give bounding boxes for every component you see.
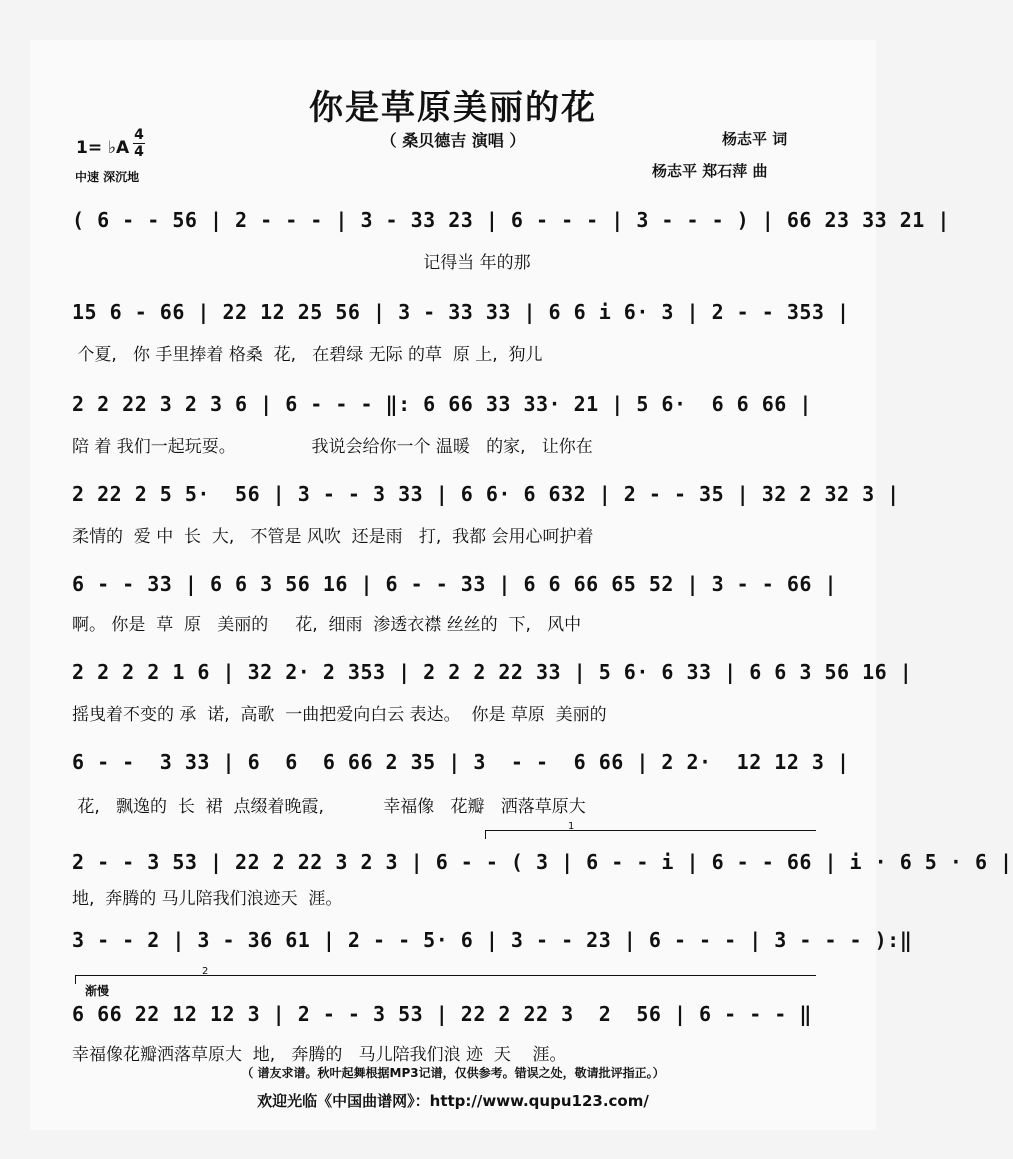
second-ending-bracket — [75, 966, 816, 984]
time-bottom: 4 — [134, 144, 144, 160]
key-signature: 1= ♭A — [76, 138, 130, 158]
transcriber-note: （ 谱友求谱。秋叶起舞根据MP3记谱，仅供参考。错误之处，敬请批评指正。） — [241, 1066, 665, 1080]
song-title: 你是草原美丽的花 — [309, 88, 597, 128]
notation-row: 6 66 22 12 12 3 | 2 - - 3 53 | 22 2 22 3 2 56 | 6 - - - ‖ — [72, 1002, 812, 1026]
singer-credit: （ 桑贝德吉 演唱 ） — [380, 131, 526, 150]
notation-row: 3 - - 2 | 3 - 36 61 | 2 - - 5· 6 | 3 - - 23 | 6 - - - | 3 - - - ):‖ — [72, 928, 913, 952]
notation-row: 2 2 2 2 1 6 | 32 2· 2 353 | 2 2 2 22 33 | 5 6· 6 33 | 6 6 3 56 16 | — [72, 660, 913, 684]
lyric-row: 地, 奔腾的 马儿陪我们浪迹天 涯。 — [72, 889, 343, 909]
second-ending-number: 2 — [202, 966, 209, 977]
lyric-row: 啊。 你是 草 原 美丽的 花, 细雨 渗透衣襟 丝丝的 下, 风中 — [72, 615, 582, 635]
notation-row: 15 6 - 66 | 22 12 25 56 | 3 - 33 33 | 6 6 i 6· 3 | 2 - - 353 | — [72, 300, 850, 324]
lyric-row: 陪 着 我们一起玩耍。 我说会给你一个 温暖 的家, 让你在 — [72, 437, 593, 457]
notation-row: 2 - - 3 53 | 22 2 22 3 2 3 | 6 - - ( 3 | 6 - - i | 6 - - 66 | i · 6 5 · 6 | — [72, 850, 1013, 874]
lyric-row: 记得当 年的那 — [72, 253, 531, 273]
notation-row: 2 22 2 5 5· 56 | 3 - - 3 33 | 6 6· 6 632 | 2 - - 35 | 32 2 32 3 | — [72, 482, 900, 506]
lyric-row: 个夏, 你 手里捧着 格桑 花, 在碧绿 无际 的草 原 上, 狗儿 — [72, 345, 543, 365]
lyricist-credit: 杨志平 词 — [722, 130, 788, 148]
notation-row: 2 2 22 3 2 3 6 | 6 - - - ‖: 6 66 33 33· 21 | 5 6· 6 6 66 | — [72, 392, 812, 416]
website-credit: 欢迎光临《中国曲谱网》：http://www.qupu123.com/ — [257, 1092, 649, 1110]
tempo-marking: 中速 深沉地 — [75, 170, 140, 184]
tempo-change-marking: 渐慢 — [85, 984, 110, 998]
notation-row: 6 - - 33 | 6 6 3 56 16 | 6 - - 33 | 6 6 66 65 52 | 3 - - 66 | — [72, 572, 838, 596]
lyric-row: 花, 飘逸的 长 裙 点缀着晚霞, 幸福像 花瓣 洒落草原大 — [72, 797, 586, 817]
time-top: 4 — [134, 127, 144, 143]
notation-row: ( 6 - - 56 | 2 - - - | 3 - 33 23 | 6 - - - | 3 - - - ) | 66 23 33 21 | — [72, 208, 950, 232]
lyric-row: 摇曳着不变的 承 诺, 高歌 一曲把爱向白云 表达。 你是 草原 美丽的 — [72, 705, 607, 725]
time-signature — [133, 128, 145, 159]
notation-row: 6 - - 3 33 | 6 6 6 66 2 35 | 3 - - 6 66 | 2 2· 12 12 3 | — [72, 750, 850, 774]
first-ending-number: 1 — [568, 821, 575, 832]
first-ending-bracket — [485, 821, 816, 839]
lyric-row: 柔情的 爱 中 长 大, 不管是 风吹 还是雨 打, 我都 会用心呵护着 — [72, 527, 594, 547]
lyric-row: 幸福像花瓣洒落草原大 地, 奔腾的 马儿陪我们浪 迹 天 涯。 — [72, 1045, 567, 1065]
composer-credit: 杨志平 郑石萍 曲 — [652, 162, 768, 180]
